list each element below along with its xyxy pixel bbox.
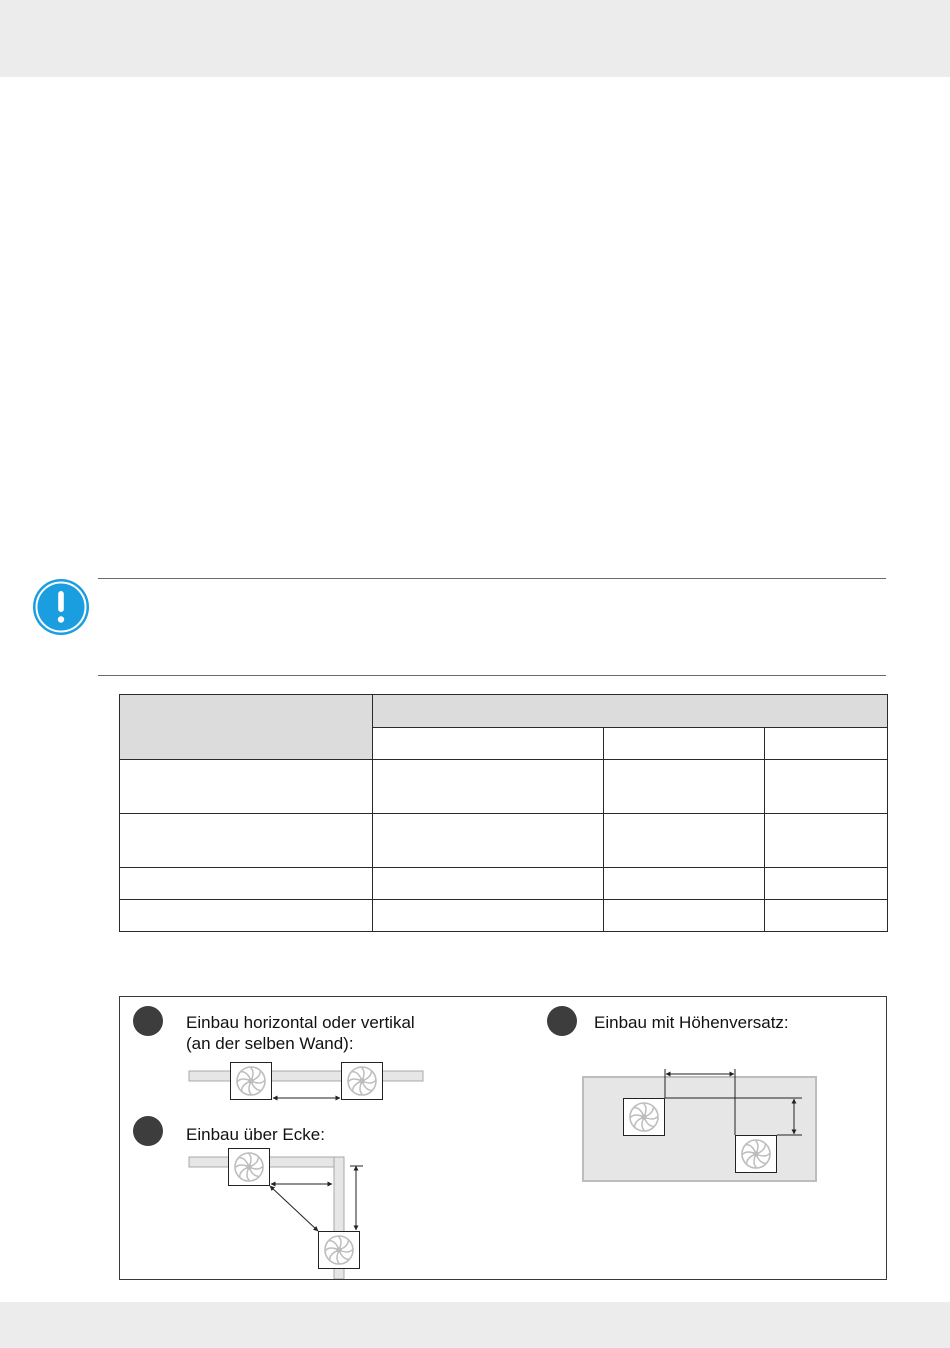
table-subheader-cell	[765, 728, 888, 760]
installation-figure	[119, 996, 887, 1280]
spacing-table	[119, 694, 888, 932]
item3-label: Einbau mit Höhenversatz:	[594, 1013, 789, 1032]
number-dot-1	[133, 1006, 163, 1036]
number-dot-2	[133, 1116, 163, 1146]
table-row	[120, 900, 888, 932]
fan-icon	[229, 1149, 270, 1186]
table-row	[120, 814, 888, 868]
table-row	[120, 868, 888, 900]
height-offset-diagram	[583, 1069, 816, 1181]
table-row	[120, 760, 888, 814]
notice-rule-bottom	[98, 675, 886, 676]
fan-icon	[736, 1136, 777, 1173]
notice-rule-top	[98, 578, 886, 579]
table-subheader-cell	[373, 728, 604, 760]
fan-icon	[319, 1232, 360, 1269]
table-header-cell	[373, 695, 888, 728]
header-band	[0, 0, 950, 77]
table-header-cell	[120, 695, 373, 760]
exclamation-notice-icon	[32, 578, 90, 636]
corner-diagram	[189, 1149, 363, 1280]
table-subheader-cell	[604, 728, 765, 760]
item1-label	[186, 1012, 415, 1054]
fan-icon	[624, 1099, 665, 1136]
number-dot-3	[547, 1006, 577, 1036]
same-wall-diagram	[189, 1063, 423, 1100]
fan-icon	[342, 1063, 383, 1100]
item1-label-line2: (an der selben Wand):	[186, 1034, 354, 1053]
item2-label: Einbau über Ecke:	[186, 1125, 325, 1144]
fan-icon	[231, 1063, 272, 1100]
footer-band	[0, 1302, 950, 1348]
item1-label-line1: Einbau horizontal oder vertikal	[186, 1013, 415, 1032]
